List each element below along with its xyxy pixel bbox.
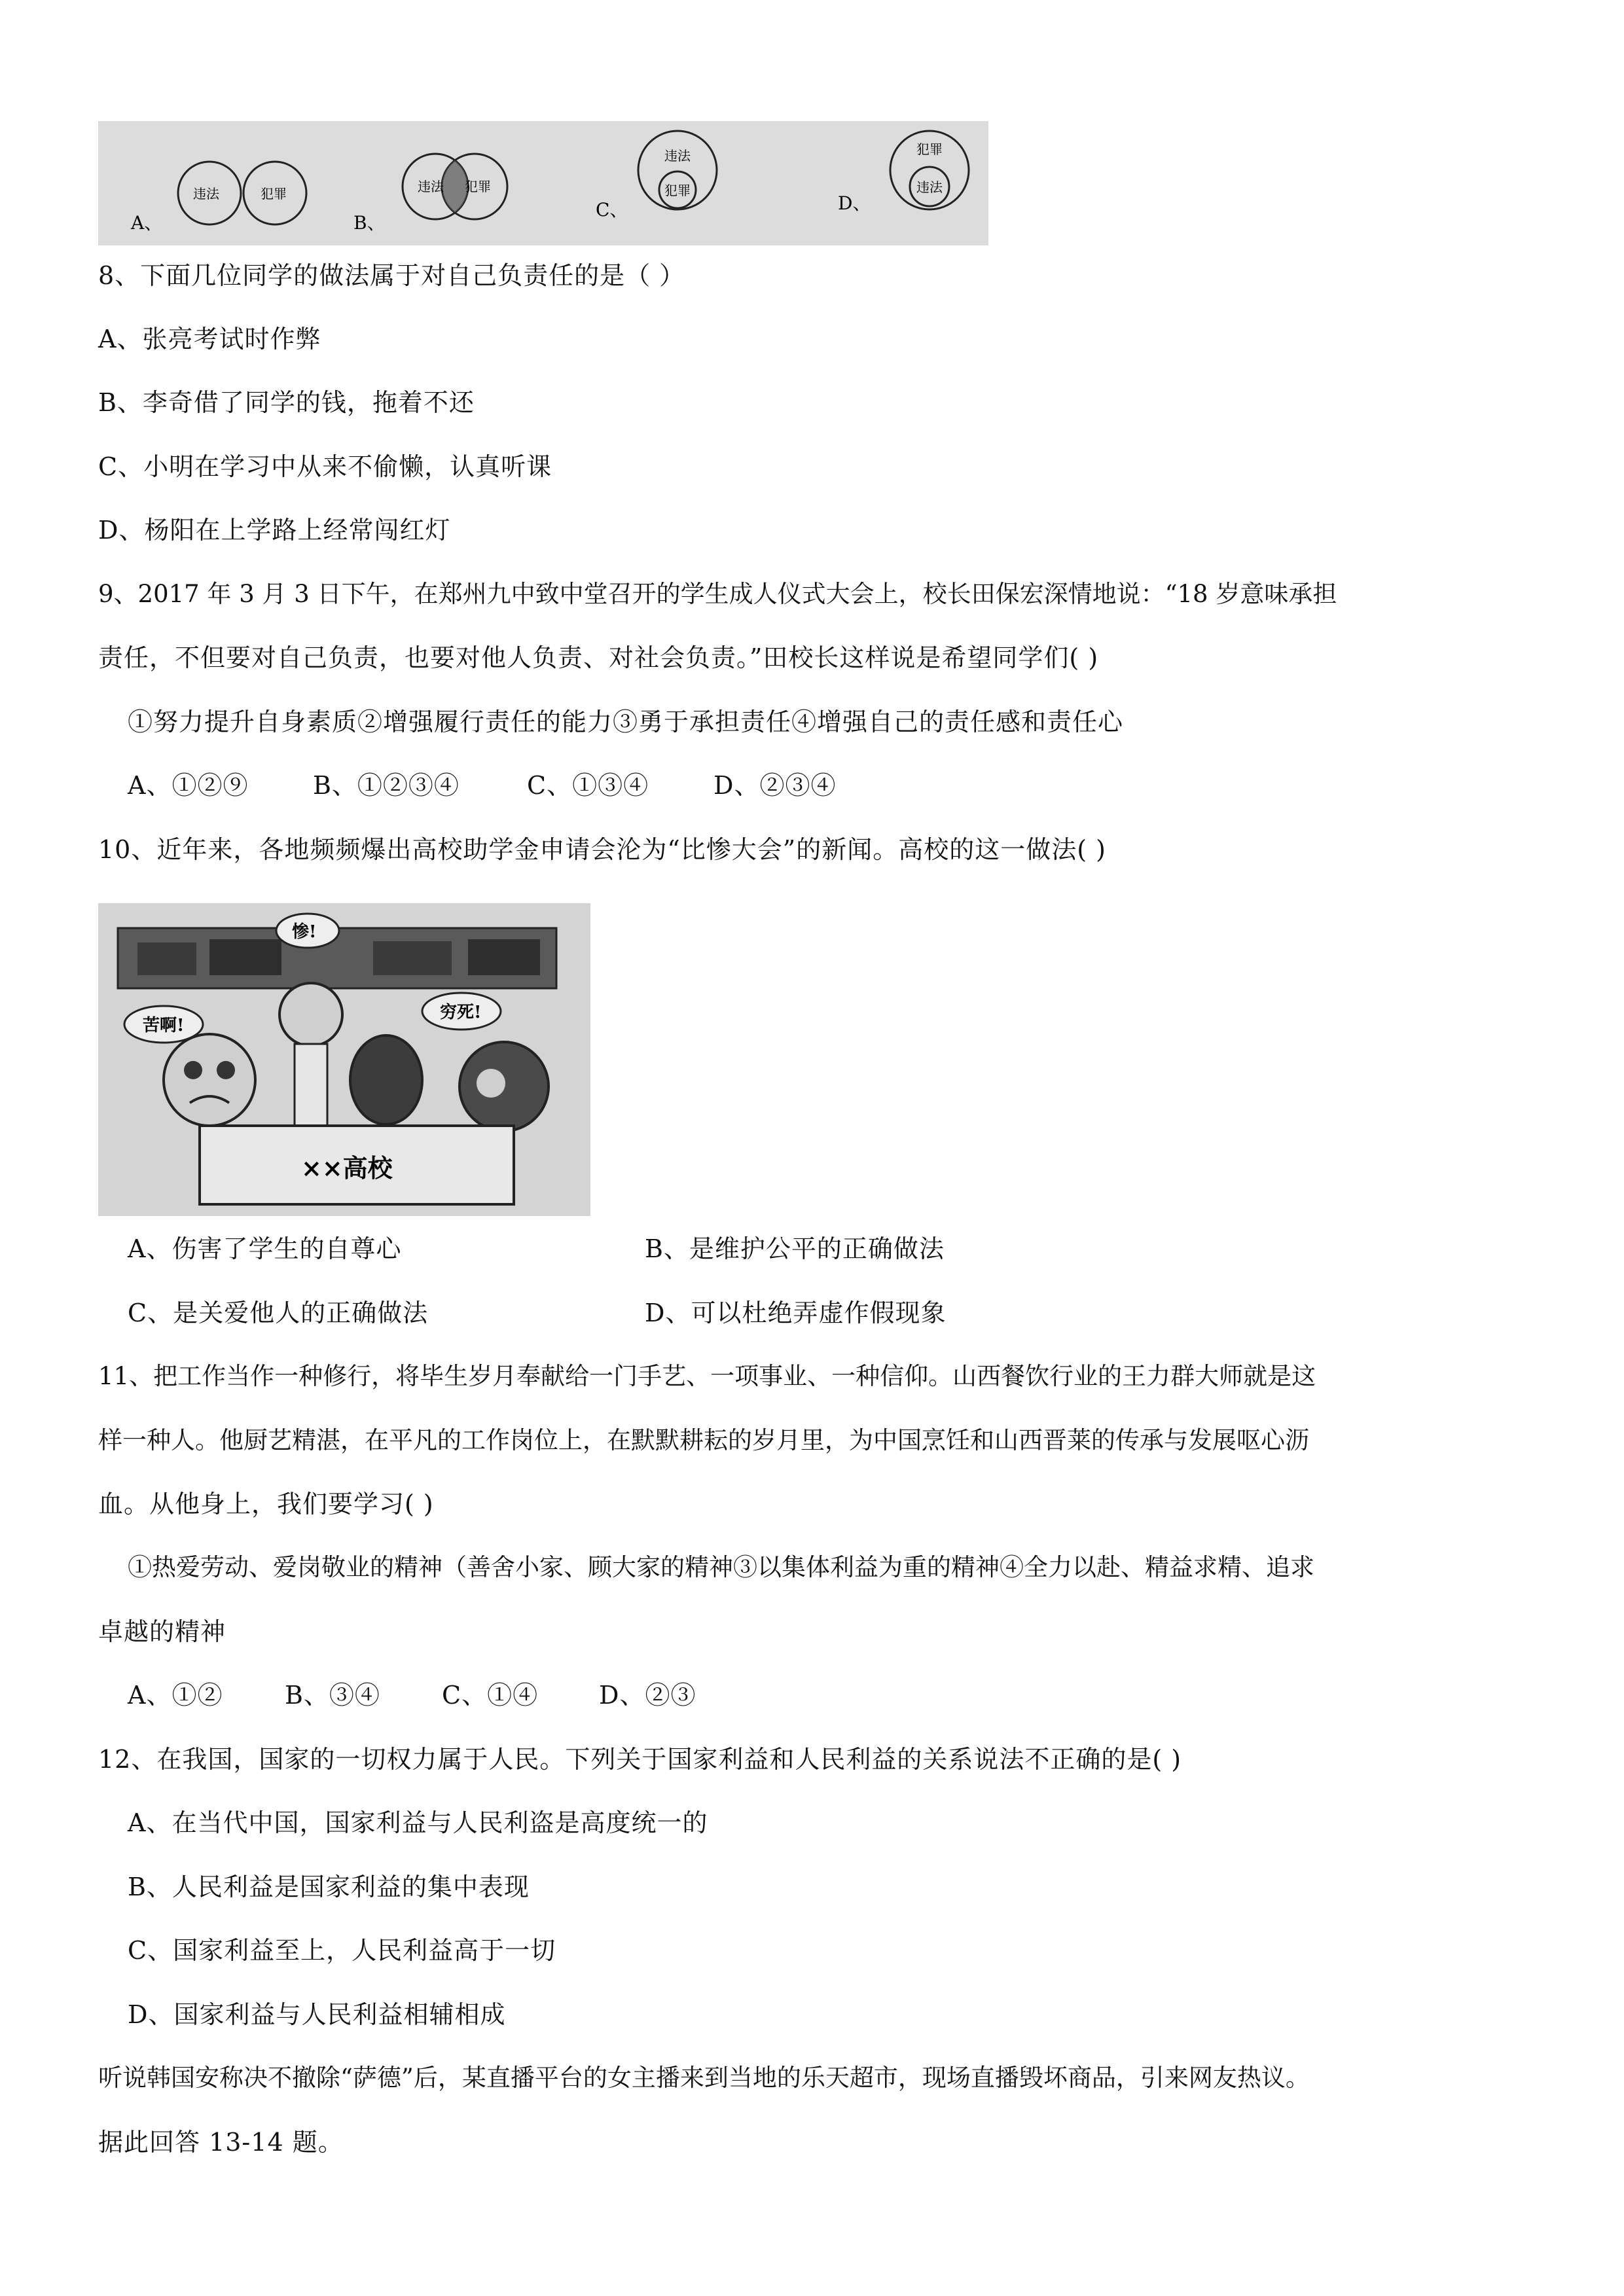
cartoon-banner-block	[137, 942, 196, 975]
cartoon-hand	[477, 1069, 505, 1098]
venn-option-a-letter: A、	[131, 212, 163, 234]
q9-stem-line2: 责任，不但要对自己负责，也要对他人负责、对社会负责。”田校长这样说是希望同学们( )	[98, 643, 1099, 672]
q10-option-c: C、是关爱他人的正确做法	[128, 1299, 429, 1327]
q9-statements: ①努力提升自身素质②增强履行责任的能力③勇于承担责任④增强自己的责任感和责任心	[128, 708, 1124, 736]
venn-diagram-options	[98, 121, 988, 245]
q10-option-a: A、伤害了学生的自尊心	[128, 1234, 402, 1263]
cartoon-eye	[217, 1061, 235, 1079]
q10-stem: 10、近年来，各地频频爆出高校助学金申请会沦为“比惨大会”的新闻。高校的这一做法( )	[98, 835, 1106, 864]
venn-b-label-right: 犯罪	[465, 179, 491, 194]
venn-d-label-outer: 犯罪	[916, 141, 943, 157]
material-13-14-line1: 听说韩国安称决不撤除“萨德”后，某直播平台的女主播来到当地的乐天超市，现场直播毁坏商品，引来网友热议。	[98, 2064, 1310, 2092]
q8-option-c: C、小明在学习中从来不偷懒，认真听课	[98, 452, 552, 481]
venn-option-c-letter: C、	[596, 199, 628, 221]
q9-option-b: B、①②③④	[313, 771, 460, 800]
venn-diagram-svg	[98, 121, 988, 245]
venn-b-overlap	[442, 160, 468, 213]
cartoon-face-center	[280, 983, 342, 1046]
q11-option-c: C、①④	[442, 1681, 539, 1710]
q11-option-a: A、①②	[128, 1681, 223, 1710]
venn-c-label-outer: 违法	[664, 148, 691, 164]
q12-option-a: A、在当代中国，国家利益与人民利盗是高度统一的	[128, 1808, 708, 1837]
q12-stem: 12、在我国，国家的一切权力属于人民。下列关于国家利益和人民利益的关系说法不正确的是( )	[98, 1745, 1182, 1774]
q10-option-d: D、可以杜绝弄虚作假现象	[645, 1299, 947, 1327]
cartoon-svg	[98, 903, 590, 1216]
venn-option-b-letter: B、	[353, 212, 386, 234]
venn-d-label-inner: 违法	[916, 179, 943, 195]
venn-a-label-right: 犯罪	[261, 186, 287, 202]
q9-option-a: A、①②⑨	[128, 771, 249, 800]
cartoon-bubble-top-text: 惨!	[292, 922, 317, 942]
cartoon-face-middle	[350, 1035, 422, 1124]
q11-stem-line1: 11、把工作当作一种修行，将毕生岁月奉献给一门手艺、一项事业、一种信仰。山西餐饮行业的王力群大师就是这	[98, 1362, 1316, 1390]
q12-option-b: B、人民利益是国家利益的集中表现	[128, 1873, 530, 1901]
cartoon-sign-text: ××高校	[301, 1153, 393, 1183]
cartoon-banner-block	[468, 939, 540, 975]
cartoon-bubble-left-text: 苦啊!	[143, 1016, 185, 1035]
q10-cartoon	[98, 903, 590, 1216]
q11-stem-line3: 血。从他身上，我们要学习( )	[98, 1490, 434, 1518]
q12-option-d: D、国家利益与人民利益相辅相成	[128, 2000, 506, 2029]
cartoon-bubble-right-text: 穷死!	[440, 1003, 482, 1022]
q11-option-d: D、②③	[599, 1681, 696, 1710]
cartoon-banner-block	[373, 941, 452, 975]
q8-option-b: B、李奇借了同学的钱，拖着不还	[98, 388, 475, 417]
q9-option-d: D、②③④	[713, 771, 837, 800]
cartoon-face-left	[164, 1034, 255, 1126]
q11-statements-line2: 卓越的精神	[98, 1617, 226, 1646]
q8-stem: 8、下面几位同学的做法属于对自己负责任的是（ ）	[98, 261, 685, 290]
cartoon-body-center	[295, 1044, 327, 1129]
q10-option-b: B、是维护公平的正确做法	[645, 1234, 945, 1263]
venn-c-label-inner: 犯罪	[664, 183, 691, 198]
q9-option-c: C、①③④	[527, 771, 649, 800]
q8-option-a: A、张亮考试时作弊	[98, 325, 321, 353]
venn-option-d-letter: D、	[838, 192, 871, 214]
q9-stem-line1: 9、2017 年 3 月 3 日下午，在郑州九中致中堂召开的学生成人仪式大会上，校长田保宏深情地说：“18 岁意味承担	[98, 580, 1337, 608]
q8-option-d: D、杨阳在上学路上经常闯红灯	[98, 516, 451, 545]
material-13-14-line2: 据此回答 13-14 题。	[98, 2128, 344, 2157]
venn-b-label-left: 违法	[418, 179, 444, 194]
q12-option-c: C、国家利益至上，人民利益高于一切	[128, 1936, 556, 1965]
venn-a-label-left: 违法	[193, 186, 219, 202]
q11-stem-line2: 样一种人。他厨艺精湛，在平凡的工作岗位上，在默默耕耘的岁月里，为中国烹饪和山西晋莱的传承与发展呕心沥	[98, 1426, 1309, 1454]
cartoon-eye	[184, 1061, 202, 1079]
cartoon-banner-block	[209, 939, 281, 975]
q11-option-b: B、③④	[285, 1681, 380, 1710]
q11-statements-line1: ①热爱劳动、爱岗敬业的精神（善舍小家、顾大家的精神③以集体利益为重的精神④全力以赴、精益求精、追求	[128, 1553, 1314, 1581]
